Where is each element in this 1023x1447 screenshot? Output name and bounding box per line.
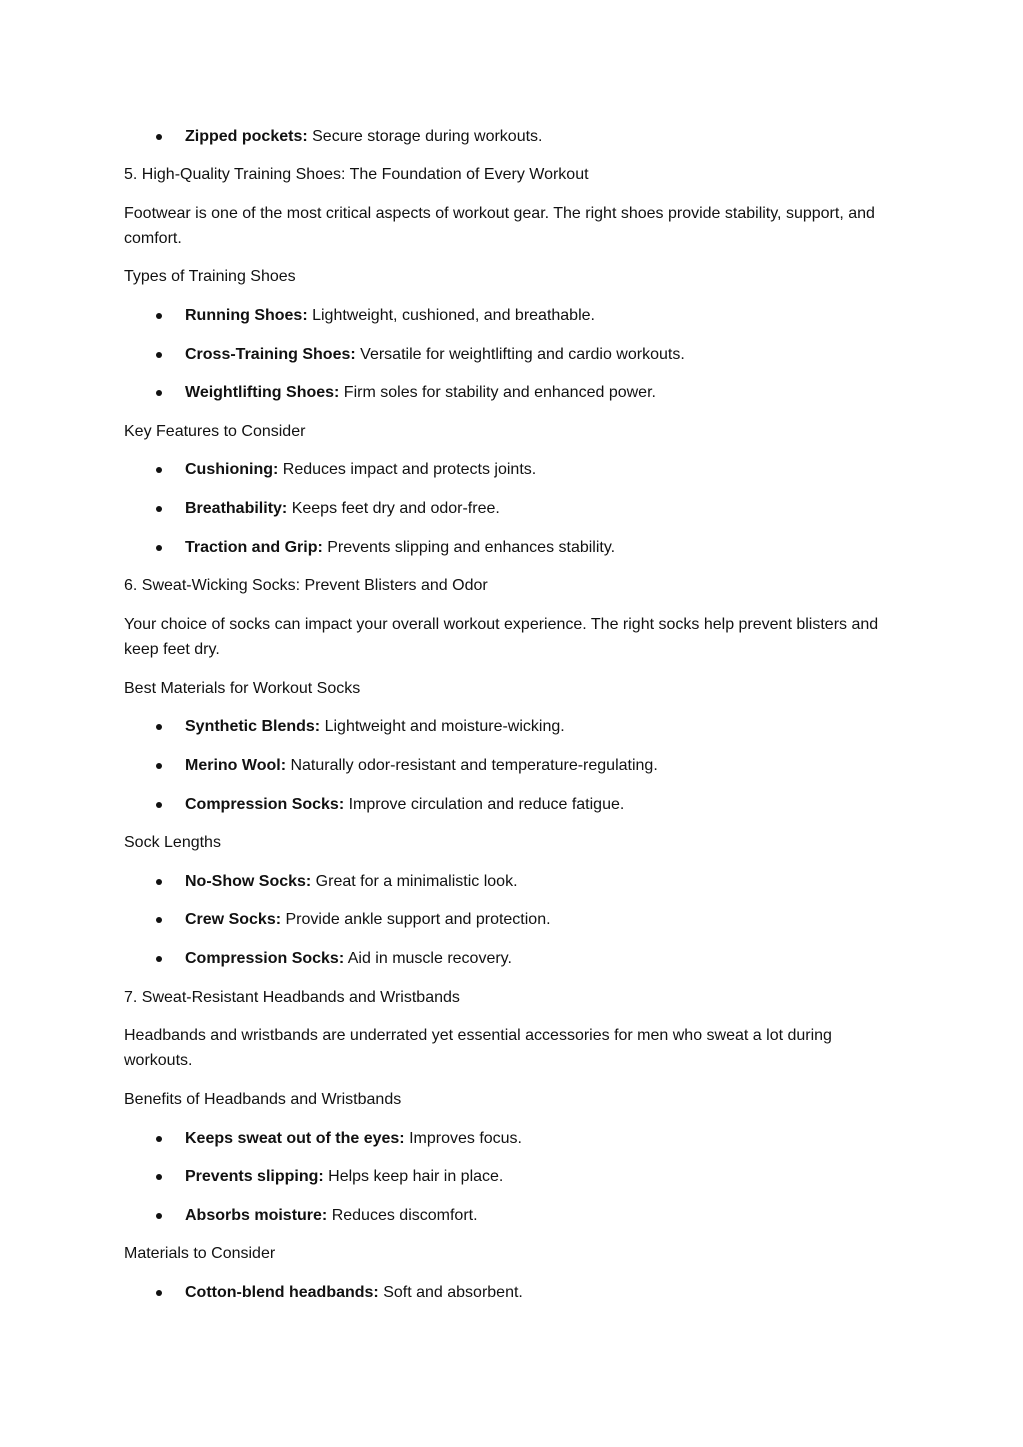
item-term: Compression Socks: [185, 796, 345, 813]
item-text: Keeps feet dry and odor-free. [287, 500, 500, 517]
item-text: Reduces discomfort. [327, 1207, 478, 1224]
paragraph: Headbands and wristbands are underrated yet essential accessories for men who sweat a lot during workouts. [124, 1027, 832, 1069]
paragraph: Footwear is one of the most critical aspects of workout gear. The right shoes provide stability, support, and comfort. [124, 205, 875, 247]
list-item [185, 124, 900, 149]
list-item [185, 1164, 900, 1189]
section-heading: 6. Sweat-Wicking Socks: Prevent Blisters and Odor [124, 577, 488, 594]
section-heading: 5. High-Quality Training Shoes: The Foundation of Every Workout [124, 166, 589, 183]
item-term: No-Show Socks: [185, 873, 312, 890]
item-text: Versatile for weightlifting and cardio workouts. [355, 346, 685, 363]
list-item [185, 1280, 900, 1305]
item-text: Helps keep hair in place. [323, 1168, 504, 1185]
subheading: Materials to Consider [124, 1245, 276, 1262]
item-term: Cross-Training Shoes: [185, 346, 356, 363]
item-text: Improve circulation and reduce fatigue. [344, 796, 625, 813]
item-text: Soft and absorbent. [378, 1284, 523, 1301]
subheading: Benefits of Headbands and Wristbands [124, 1091, 402, 1108]
item-term: Crew Socks: [185, 911, 282, 928]
section-heading: 7. Sweat-Resistant Headbands and Wristbands [124, 989, 460, 1006]
item-term: Cushioning: [185, 461, 279, 478]
list-item [185, 496, 900, 521]
item-text: Great for a minimalistic look. [311, 873, 518, 890]
item-term: Compression Socks: [185, 950, 345, 967]
subheading: Sock Lengths [124, 834, 221, 851]
list-item [185, 1126, 900, 1151]
item-term: Weightlifting Shoes: [185, 384, 340, 401]
item-term: Absorbs moisture: [185, 1207, 328, 1224]
list-item [185, 342, 900, 367]
list-item [185, 907, 900, 932]
list-item [185, 1203, 900, 1228]
item-text: Secure storage during workouts. [307, 128, 543, 145]
item-term: Cotton-blend headbands: [185, 1284, 379, 1301]
item-term: Keeps sweat out of the eyes: [185, 1130, 405, 1147]
list-item [185, 753, 900, 778]
item-term: Zipped pockets: [185, 128, 308, 145]
item-text: Lightweight and moisture-wicking. [320, 718, 565, 735]
item-text: Reduces impact and protects joints. [278, 461, 537, 478]
list-item [185, 535, 900, 560]
item-term: Traction and Grip: [185, 539, 323, 556]
list-item [185, 303, 900, 328]
item-term: Merino Wool: [185, 757, 287, 774]
item-text: Lightweight, cushioned, and breathable. [307, 307, 595, 324]
item-text: Provide ankle support and protection. [281, 911, 551, 928]
item-term: Synthetic Blends: [185, 718, 321, 735]
item-term: Prevents slipping: [185, 1168, 324, 1185]
item-term: Breathability: [185, 500, 288, 517]
subheading: Types of Training Shoes [124, 268, 296, 285]
list-item [185, 946, 900, 971]
list-item [185, 380, 900, 405]
list-item [185, 792, 900, 817]
subheading: Key Features to Consider [124, 423, 306, 440]
item-text: Prevents slipping and enhances stability. [322, 539, 616, 556]
item-text: Firm soles for stability and enhanced power. [339, 384, 656, 401]
item-text: Naturally odor-resistant and temperature-regulating. [286, 757, 658, 774]
item-term: Running Shoes: [185, 307, 308, 324]
item-text: Improves focus. [404, 1130, 522, 1147]
paragraph: Your choice of socks can impact your overall workout experience. The right socks help prevent blisters and keep feet dry. [124, 616, 879, 658]
list-item [185, 457, 900, 482]
list-item [185, 714, 900, 739]
item-text: Aid in muscle recovery. [344, 950, 512, 967]
list-item [185, 869, 900, 894]
subheading: Best Materials for Workout Socks [124, 680, 361, 697]
